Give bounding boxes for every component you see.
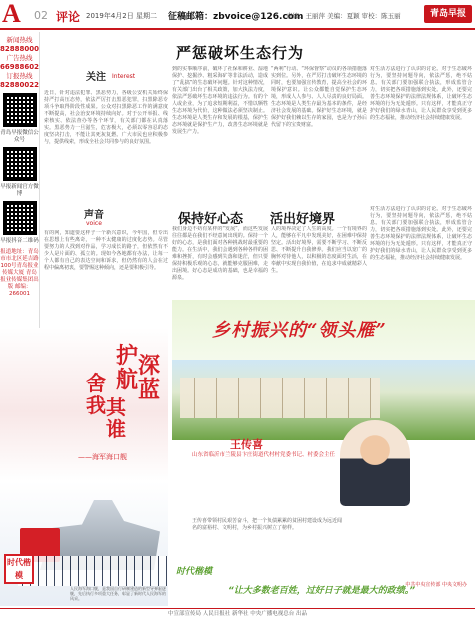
poster-char: 航	[116, 367, 139, 393]
poster-subtitle: ——海军海口舰	[78, 453, 127, 461]
editors-line: 责编：王丽萍 美编：夏颖 审校：陈玉丽	[286, 12, 401, 20]
article2-text: 我们身边不妨有某样的“发展”，而这些发展往往都是在我们不经意间出现的。保持一个好的心态，是我们面对各种挑战时最重要的能力。在生活中，我们会遇到各种各样的困难和挫折，有时会感到失落和迷茫，但只要保持积极乐观的心态，就能够克服困难，走出困境。好心态是成功的基础，也是幸福的源泉。	[172, 226, 268, 281]
rural-feature	[172, 300, 475, 606]
poster-title-d	[106, 396, 126, 440]
poster-char: 蓝	[138, 377, 161, 403]
voice-sub: voice	[86, 220, 102, 227]
poster-char: 深	[138, 353, 161, 379]
focus-label: 关注	[86, 72, 106, 83]
poster-char: 舍	[86, 371, 106, 395]
poster-char: 我	[86, 393, 106, 417]
poster-title-b	[138, 354, 160, 402]
voice-label: 声音	[84, 210, 104, 221]
person-title: 山东省临沂市兰陵县卞庄街道代村村党委书记、村委会主任	[192, 452, 336, 458]
publisher-logos: 中共中央宣传部 中央文明办	[405, 582, 467, 588]
poster-caption: 人民海军海口舰，是我国自行研制建造的新型导弹驱逐舰，先后执行多项重大任务，彰显了新时代人民海军的风采。	[70, 586, 166, 601]
qr3-caption: 早报抖音二维码	[0, 238, 39, 244]
voice-text: 有的网，知道要这样子一个新兴意识，今年国，但专出在思想上有些离奇，一种不太健康的过度化态势。尽管要努力的人找到对作品，学习成长的路子，但依然有不少人是片面的、孤立的。现如今各地都有办法，让每一个人都有自己的表达空间和诉求，但仍然有的人会在过程中偏离初衷，要警惕这种倾向，还是要积极引导。	[44, 230, 168, 271]
rural-caption: 王传喜带领村民艰苦奋斗，把一个负债累累的贫困村建设成为远近闻名的富裕村、文明村，为乡村振兴树立了榜样。	[192, 518, 343, 531]
wechat-qr-code[interactable]	[3, 93, 37, 127]
article3-text: 人的境界决定了人生的高度。一个有境界的人，能够在平凡中发现美好，在困难中保持坚定。活出好境界，需要不断学习、不断反思、不断提升自我修养。我们应当以宽广的胸怀对待他人，以积极的态度面对生活，在奉献中实现自我价值，在追求中成就精彩人生。	[271, 226, 367, 274]
address-info: 报道地址：青岛市市北区延吉路100号青岛报业传媒大厦 青岛报业传媒集团出版 邮编：266001	[0, 249, 39, 297]
sub-number: 82880022	[0, 81, 39, 89]
poster-char: 谁	[106, 417, 126, 441]
article3-title: 活出好境界	[270, 212, 336, 227]
submission-email[interactable]: 征稿邮箱：zbvoice@126.com	[168, 12, 304, 22]
main-article-col2: “两利”行动、“环保督察”动员的各项措施落实到位。另外，在严厉打击破坏生态环境的同时，也要加强宣传教育，提高全社会的环境保护意识。让公众都能自觉保护生态环境，形成人人参与、人人尽责的良好局面。生态环境是人类生存最为基本的条件，是经济社会发展的基础。保护好生态环境，就是保护好我们赖以生存的家园，也是为子孙后代留下的宝贵财富。	[271, 66, 367, 128]
person-name: 王传喜	[230, 438, 263, 451]
focus-sub: Interest	[112, 73, 136, 80]
section-name: 评论	[56, 10, 81, 24]
newspaper-logo: 青岛早报	[424, 5, 472, 23]
poster-title-a	[116, 344, 138, 392]
weibo-qr-code[interactable]	[3, 147, 37, 181]
village-houses	[180, 378, 380, 418]
page-header	[0, 0, 475, 30]
person-portrait	[340, 420, 410, 506]
rural-title: 乡村振兴的“领头雁”	[212, 320, 387, 341]
navy-poster	[0, 328, 168, 606]
poster-title-c	[86, 372, 106, 416]
main-article-col1: 到的实事顺序前，破坏了社保和耕业、湿地保护、挖掘沙、粗采海矿等非法活动，造成了“乱搞”的生态破坏问题。针对这种情况，有关部门出台了相关政策，加大执法力度，依法严惩破坏生态环境的违法行为。有的个人或企业，为了追求短期利益，不惜以牺牲生态环境为代价，这种做法必须坚决制止。生态环境是人类生存和发展的根基，保护生态环境就是保护生产力，改善生态环境就是发展生产力。	[172, 66, 268, 135]
sailors-image	[18, 556, 168, 586]
douyin-qr-code[interactable]	[3, 201, 37, 235]
sub-label: 订报热线	[6, 72, 33, 80]
hotline-number: 82888000	[0, 45, 39, 53]
article3-cont: 对生活方法进行了认识的讨论。对于生态破坏行为，要坚持问题导向，依法严惩，绝不姑息。有关部门要加强联合执法，形成监管合力，切实把各项措施落到实处。此外，还要完善生态环境保护的法律法规体系，让破坏生态环境的行为无处遁形。只有这样，才能真正守护好我们的绿水青山，让人民群众享受到更多的生态福祉，推动经济社会持续健康发展。	[370, 206, 472, 261]
poster-char: 其	[106, 395, 126, 419]
main-article-col3: 对生活方法进行了认识的讨论。对于生态破坏行为，要坚持问题导向，依法严惩，绝不姑息。有关部门要加强联合执法，形成监管合力，切实把各项措施落到实处。此外，还要完善生态环境保护的法律法规体系，让破坏生态环境的行为无处遁形。只有这样，才能真正守护好我们的绿水青山，让人民群众享受到更多的生态福祉，推动经济社会持续健康发展。	[370, 66, 472, 121]
model-stamp: 时代楷模	[4, 554, 34, 584]
focus-text: 近日，针对违法犯罪、黑恶势力，各级公安机关始终保持严打高压态势，依法严厉打击黑恶犯罪，扫黑除恶专项斗争取得阶段性成果。公众对扫黑除恶工作的满意度不断提高，社会治安环境持续向好。对于公开举报、线索核实、依法查办等各个环节，有关部门都在认真落实。黑恶势力一旦滋生，危害极大，必须以零容忍的态度坚决打击，不能让其死灰复燃。广大市民也应积极参与，提供线索，形成全社会共同参与的良好氛围。	[44, 90, 168, 145]
poster-char: 护	[116, 343, 139, 369]
article2-title: 保持好心态	[178, 212, 244, 227]
ad-number: 66988602	[0, 63, 39, 71]
qr1-caption: 青岛早报微信公众号	[0, 130, 39, 143]
rural-slogan: “让大多数老百姓，过好日子就是最大的政绩。”	[228, 586, 416, 596]
ad-label: 广告热线	[6, 54, 33, 62]
page-footer: 中宣部宣传局 人民日报社 新华社 中央广播电视总台 出品	[0, 608, 475, 620]
issue-date: 2019年4月2日 星期二	[86, 12, 157, 20]
model-badge: 时代楷模	[176, 567, 213, 577]
main-article-title: 严惩破坏生态行为	[176, 44, 305, 62]
page-number: 02	[34, 9, 48, 22]
qr2-caption: 早报新闻官方微博	[0, 184, 39, 197]
hotline-label: 新闻热线	[6, 36, 33, 44]
section-letter: A	[2, 0, 21, 28]
